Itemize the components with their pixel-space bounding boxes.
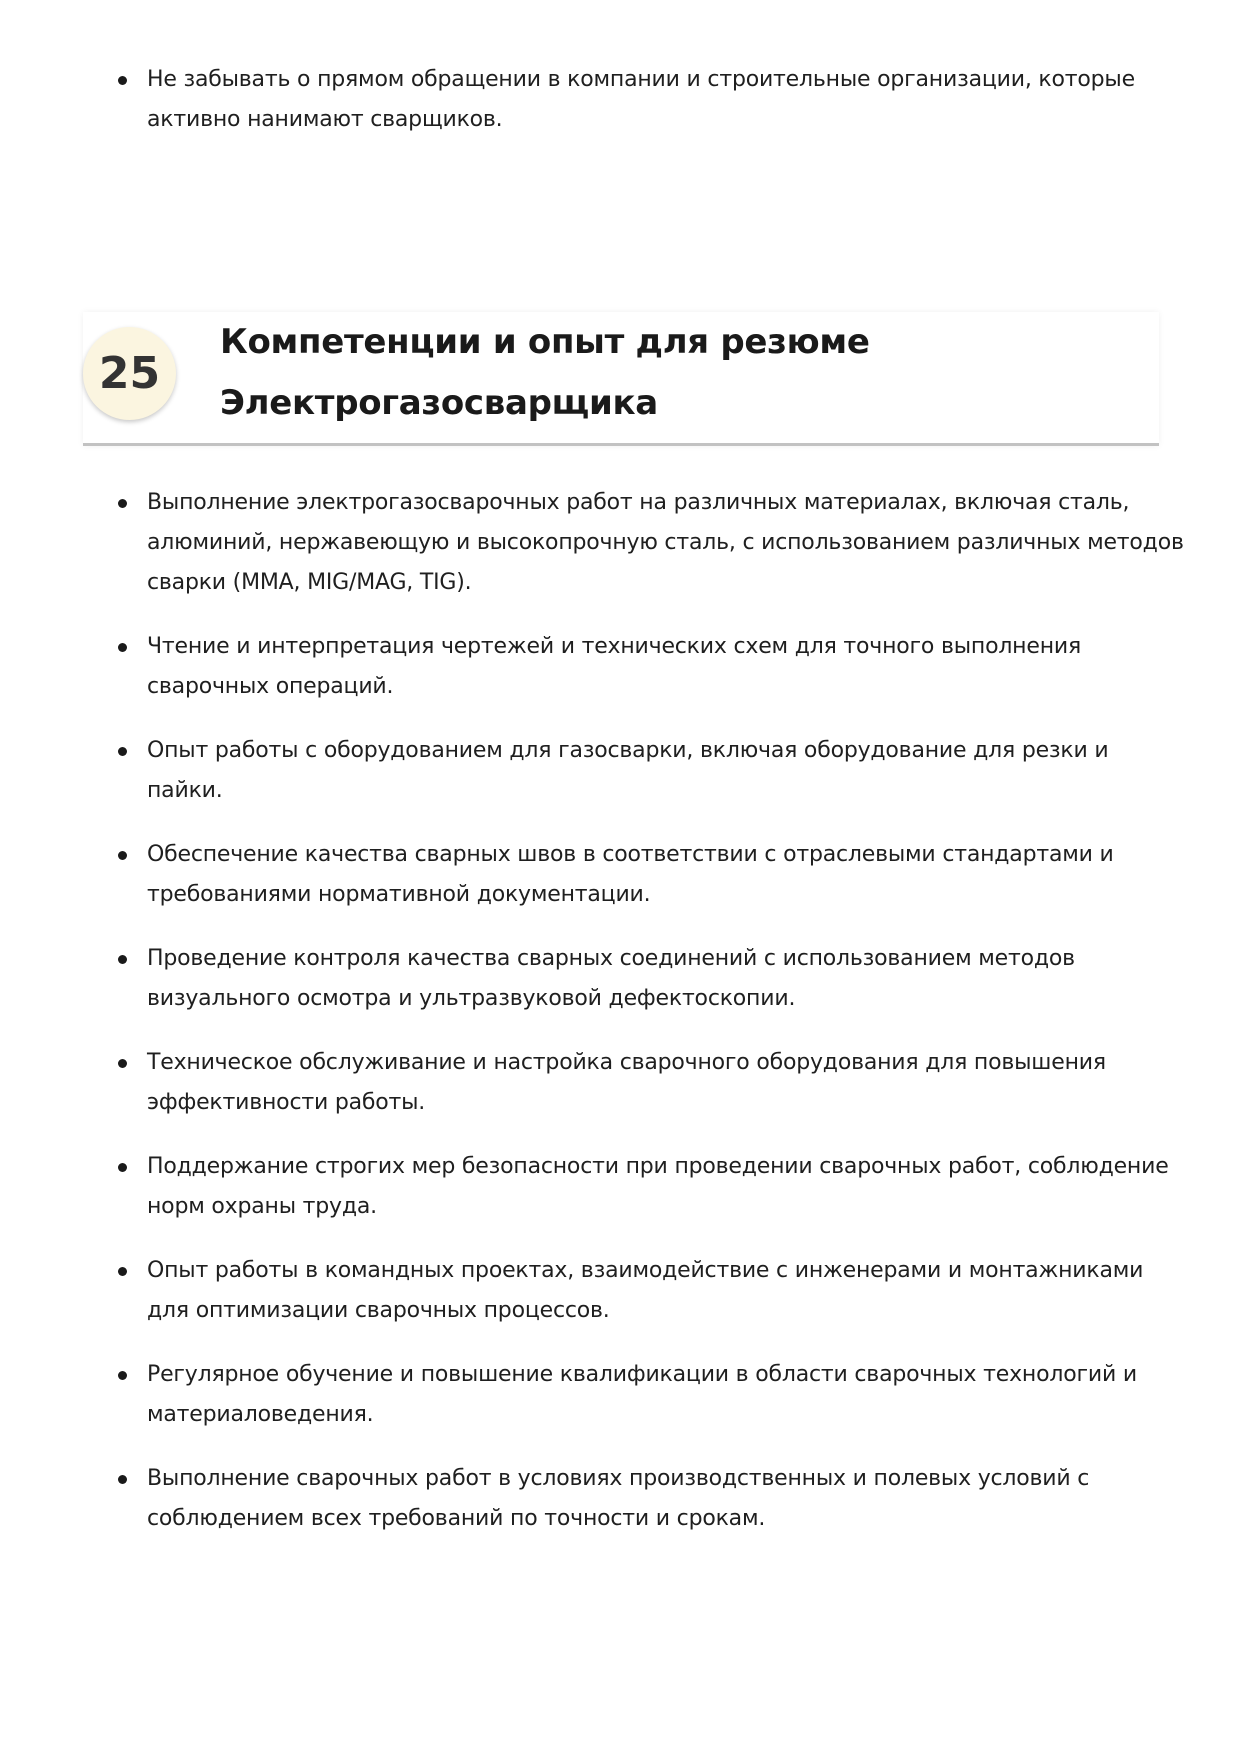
section-number-badge: 25: [83, 327, 176, 420]
bullet-dot-icon: [118, 851, 127, 860]
list-item-text: Проведение контроля качества сварных соединений с использованием методов визуального осмотра и ультразвуковой дефектоскопии.: [147, 946, 1075, 1011]
list-item-text: Чтение и интерпретация чертежей и технических схем для точного выполнения сварочных операций.: [147, 634, 1082, 699]
list-item-text: Выполнение сварочных работ в условиях производственных и полевых условий с соблюдением всех требований по точности и срокам.: [147, 1466, 1090, 1531]
list-item-text: Обеспечение качества сварных швов в соответствии с отраслевыми стандартами и требованиями нормативной документации.: [147, 842, 1114, 907]
list-item: [84, 835, 1184, 915]
bullet-dot-icon: [118, 643, 127, 652]
list-item-text: Опыт работы в командных проектах, взаимодействие с инженерами и монтажниками для оптимизации сварочных процессов.: [147, 1258, 1144, 1323]
list-item: [84, 60, 1174, 140]
list-item: [84, 731, 1184, 811]
list-item-text: Выполнение электрогазосварочных работ на различных материалах, включая сталь, алюминий, нержавеющую и высокопрочную сталь, с использованием различных методов сварки (MMA, MIG/MAG, TIG).: [147, 490, 1184, 595]
bullet-dot-icon: [118, 499, 127, 508]
list-item-text: Поддержание строгих мер безопасности при проведении сварочных работ, соблюдение норм охраны труда.: [147, 1154, 1169, 1219]
list-item: [84, 1355, 1184, 1435]
list-item: [84, 1251, 1184, 1331]
bullet-dot-icon: [118, 76, 127, 85]
list-item: [84, 1459, 1184, 1539]
bullet-dot-icon: [118, 955, 127, 964]
list-item: [84, 1043, 1184, 1123]
list-item: [84, 939, 1184, 1019]
intro-bullet-list: [84, 60, 1174, 140]
bullet-dot-icon: [118, 1475, 127, 1484]
section-header: [83, 312, 1159, 446]
list-item: [84, 1147, 1184, 1227]
list-item-text: Регулярное обучение и повышение квалификации в области сварочных технологий и материаловедения.: [147, 1362, 1137, 1427]
bullet-dot-icon: [118, 1059, 127, 1068]
bullet-dot-icon: [118, 1163, 127, 1172]
competency-bullet-list: [84, 483, 1184, 1563]
list-item: [84, 483, 1184, 603]
list-item-text: Опыт работы с оборудованием для газосварки, включая оборудование для резки и пайки.: [147, 738, 1109, 803]
bullet-dot-icon: [118, 747, 127, 756]
list-item: [84, 627, 1184, 707]
list-item-text: Техническое обслуживание и настройка сварочного оборудования для повышения эффективности работы.: [147, 1050, 1106, 1115]
bullet-dot-icon: [118, 1267, 127, 1276]
list-item-text: Не забывать о прямом обращении в компании и строительные организации, которые активно нанимают сварщиков.: [147, 67, 1135, 132]
section-title: Компетенции и опыт для резюме Электрогазосварщика: [220, 322, 870, 423]
bullet-dot-icon: [118, 1371, 127, 1380]
